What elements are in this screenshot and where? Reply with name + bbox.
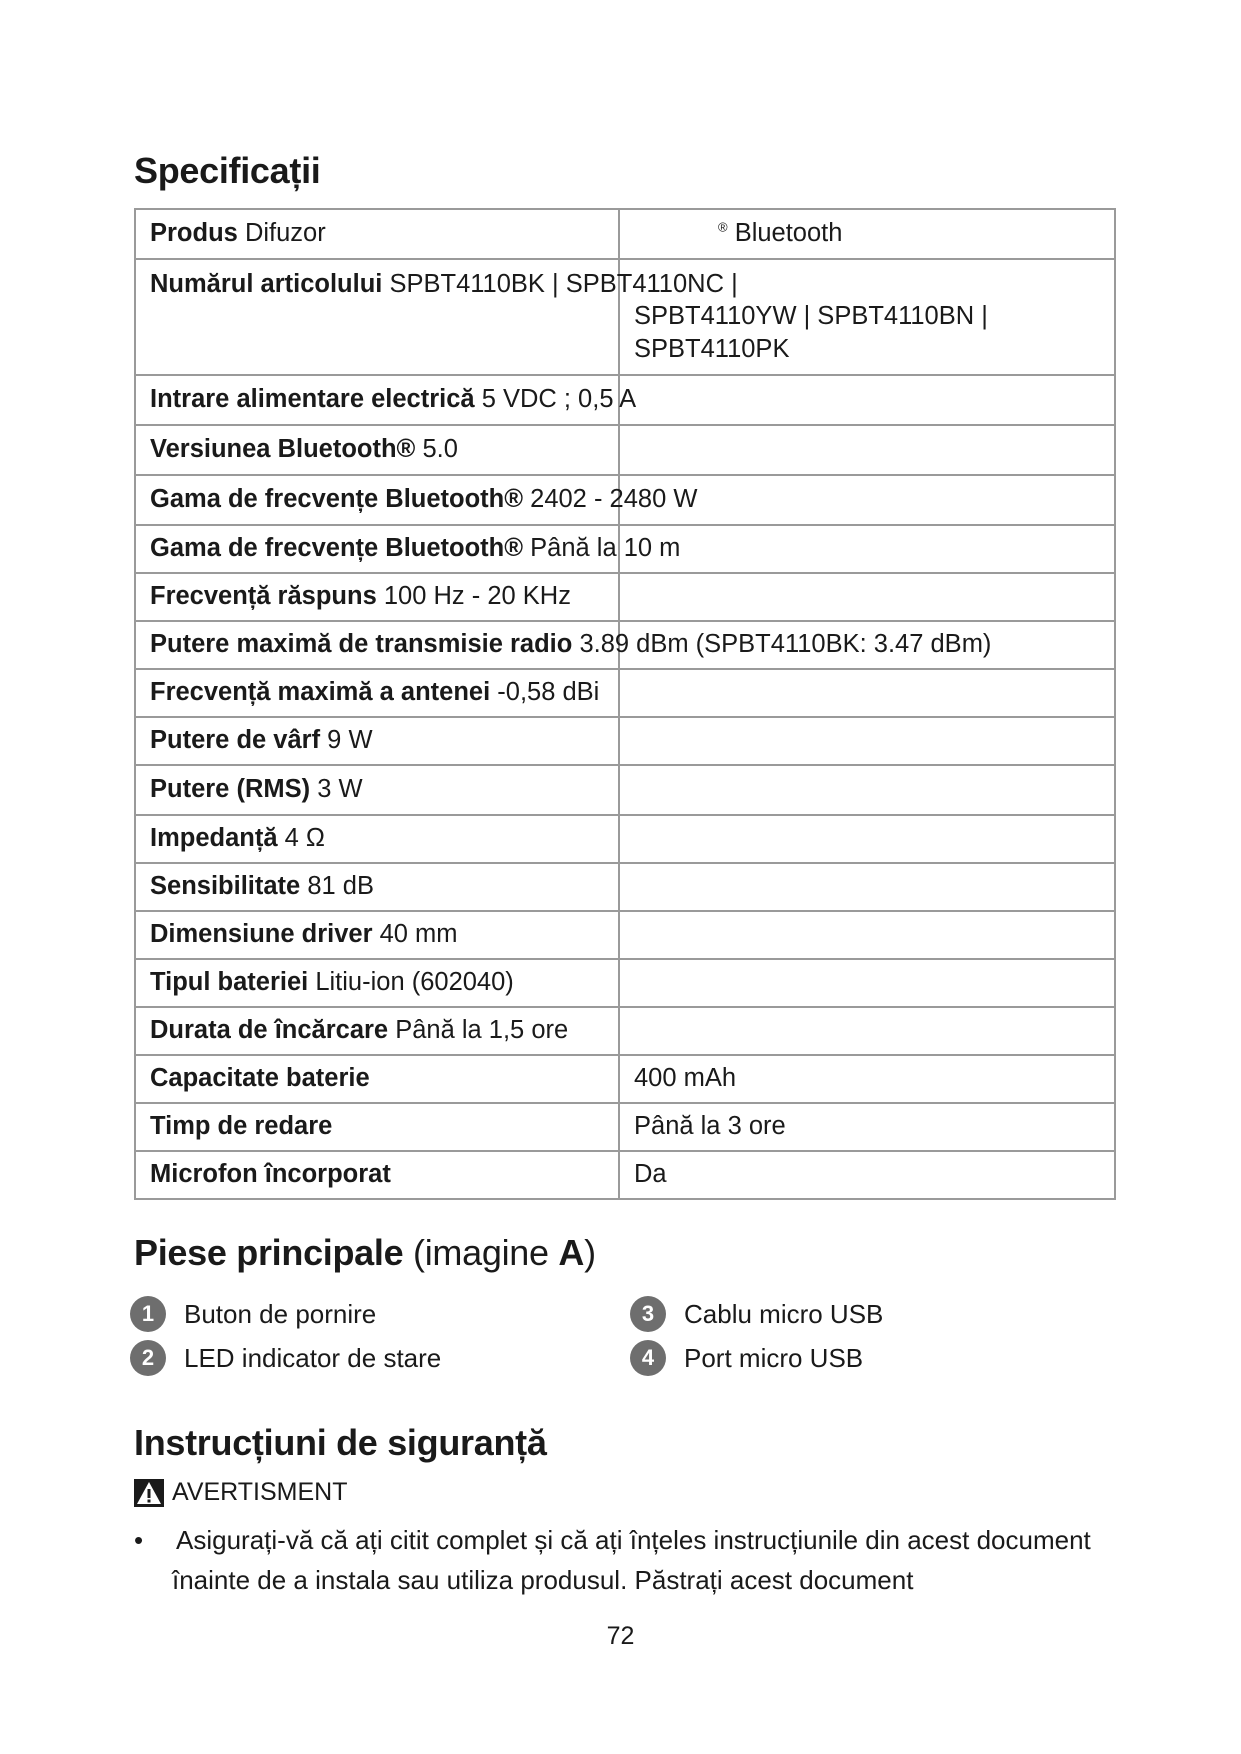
table-row (135, 475, 1115, 525)
warning-icon (134, 1479, 164, 1507)
part-label: Buton de pornire (184, 1298, 377, 1329)
part-label: Cablu micro USB (684, 1298, 884, 1329)
spec-value: 4 Ω (284, 824, 325, 853)
parts-title-paren-open: (imagine (413, 1232, 559, 1273)
table-row (135, 717, 1115, 765)
spec-value-right: Da (634, 1160, 667, 1189)
table-row (135, 1103, 1115, 1151)
table-row (135, 259, 1115, 375)
warning-line (134, 1478, 348, 1507)
number-badge: 4 (630, 1340, 666, 1376)
spec-label: Intrare alimentare electrică (150, 385, 475, 414)
spec-label: Sensibilitate (150, 872, 301, 901)
spec-value: 3.89 dBm (SPBT4110BK: 3.47 dBm) (579, 630, 992, 659)
specs-title: Specificații (134, 150, 321, 191)
spec-label: Frecvență răspuns (150, 582, 377, 611)
table-row (135, 375, 1115, 425)
list-item (130, 1340, 441, 1376)
spec-value: 2402 - 2480 W (530, 485, 698, 514)
spec-value: Litiu-ion (602040) (315, 968, 514, 997)
number-badge: 2 (130, 1340, 166, 1376)
list-item (630, 1340, 863, 1376)
registered-mark: ® (718, 219, 728, 235)
list-item (630, 1296, 883, 1332)
table-row (135, 959, 1115, 1007)
table-row (135, 815, 1115, 863)
spec-label: Capacitate baterie (150, 1064, 370, 1093)
list-item (130, 1296, 376, 1332)
spec-label: Durata de încărcare (150, 1016, 389, 1045)
table-row (135, 209, 1115, 259)
spec-value: SPBT4110BK | SPBT4110NC | (389, 270, 738, 298)
spec-value: 9 W (327, 726, 373, 755)
parts-title-paren-close: ) (584, 1232, 596, 1273)
spec-label: Numărul articolului (150, 270, 383, 298)
warning-label: AVERTISMENT (172, 1478, 348, 1506)
table-row (135, 1007, 1115, 1055)
table-row (135, 911, 1115, 959)
spec-value-right: Până la 3 ore (634, 1112, 786, 1141)
spec-label: Gama de frecvențe Bluetooth® (150, 485, 524, 514)
safety-title: Instrucțiuni de siguranță (134, 1422, 547, 1463)
spec-value: 81 dB (307, 872, 374, 901)
table-row (135, 1055, 1115, 1103)
spec-label: Versiunea Bluetooth® (150, 435, 416, 464)
number-badge: 1 (130, 1296, 166, 1332)
parts-title-text: Piese principale (134, 1232, 404, 1273)
spec-label: Putere (RMS) (150, 775, 311, 804)
table-row (135, 525, 1115, 573)
spec-value: 40 mm (379, 920, 458, 949)
bullet-dot: • (134, 1525, 144, 1555)
table-row (135, 425, 1115, 475)
spec-value: 3 W (317, 775, 363, 804)
spec-label: Produs (150, 219, 238, 248)
part-label: Port micro USB (684, 1342, 864, 1373)
spec-value: Difuzor (244, 219, 326, 248)
table-row (135, 621, 1115, 669)
specs-table (134, 208, 1116, 1200)
bullet-text: Asigurați-vă că ați citit complet și că ați înțeles instrucțiunile din acest document înainte de a instala sau utiliza produsul. Păstrați acest document (172, 1525, 1091, 1595)
spec-label: Putere de vârf (150, 726, 321, 755)
spec-value-right: SPBT4110YW | SPBT4110BN | SPBT4110PK (634, 302, 988, 364)
table-row (135, 573, 1115, 621)
table-row (135, 863, 1115, 911)
spec-value: Până la 10 m (530, 534, 681, 563)
spec-value: 100 Hz - 20 KHz (383, 582, 571, 611)
spec-value: Până la 1,5 ore (395, 1016, 569, 1045)
number-badge: 3 (630, 1296, 666, 1332)
spec-label: Microfon încorporat (150, 1160, 391, 1189)
spec-value: 5.0 (422, 435, 458, 464)
spec-label: Dimensiune driver (150, 920, 373, 949)
parts-title (134, 1232, 596, 1274)
spec-label: Putere maximă de transmisie radio (150, 630, 573, 659)
spec-label: Gama de frecvențe Bluetooth® (150, 534, 524, 563)
spec-label: Timp de redare (150, 1112, 333, 1141)
spec-value: -0,58 dBi (497, 678, 600, 707)
page-number: 72 (606, 1622, 635, 1650)
parts-title-letter: A (558, 1232, 585, 1273)
spec-label: Frecvență maximă a antenei (150, 678, 491, 707)
spec-value-right: 400 mAh (634, 1064, 737, 1093)
table-row (135, 765, 1115, 815)
spec-label: Impedanță (150, 824, 278, 853)
table-row (135, 1151, 1115, 1199)
spec-label: Tipul bateriei (150, 968, 309, 997)
part-label: LED indicator de stare (184, 1342, 442, 1373)
table-row (135, 669, 1115, 717)
spec-value: 5 VDC ; 0,5 A (481, 385, 637, 414)
spec-value-right: Bluetooth (734, 219, 843, 248)
